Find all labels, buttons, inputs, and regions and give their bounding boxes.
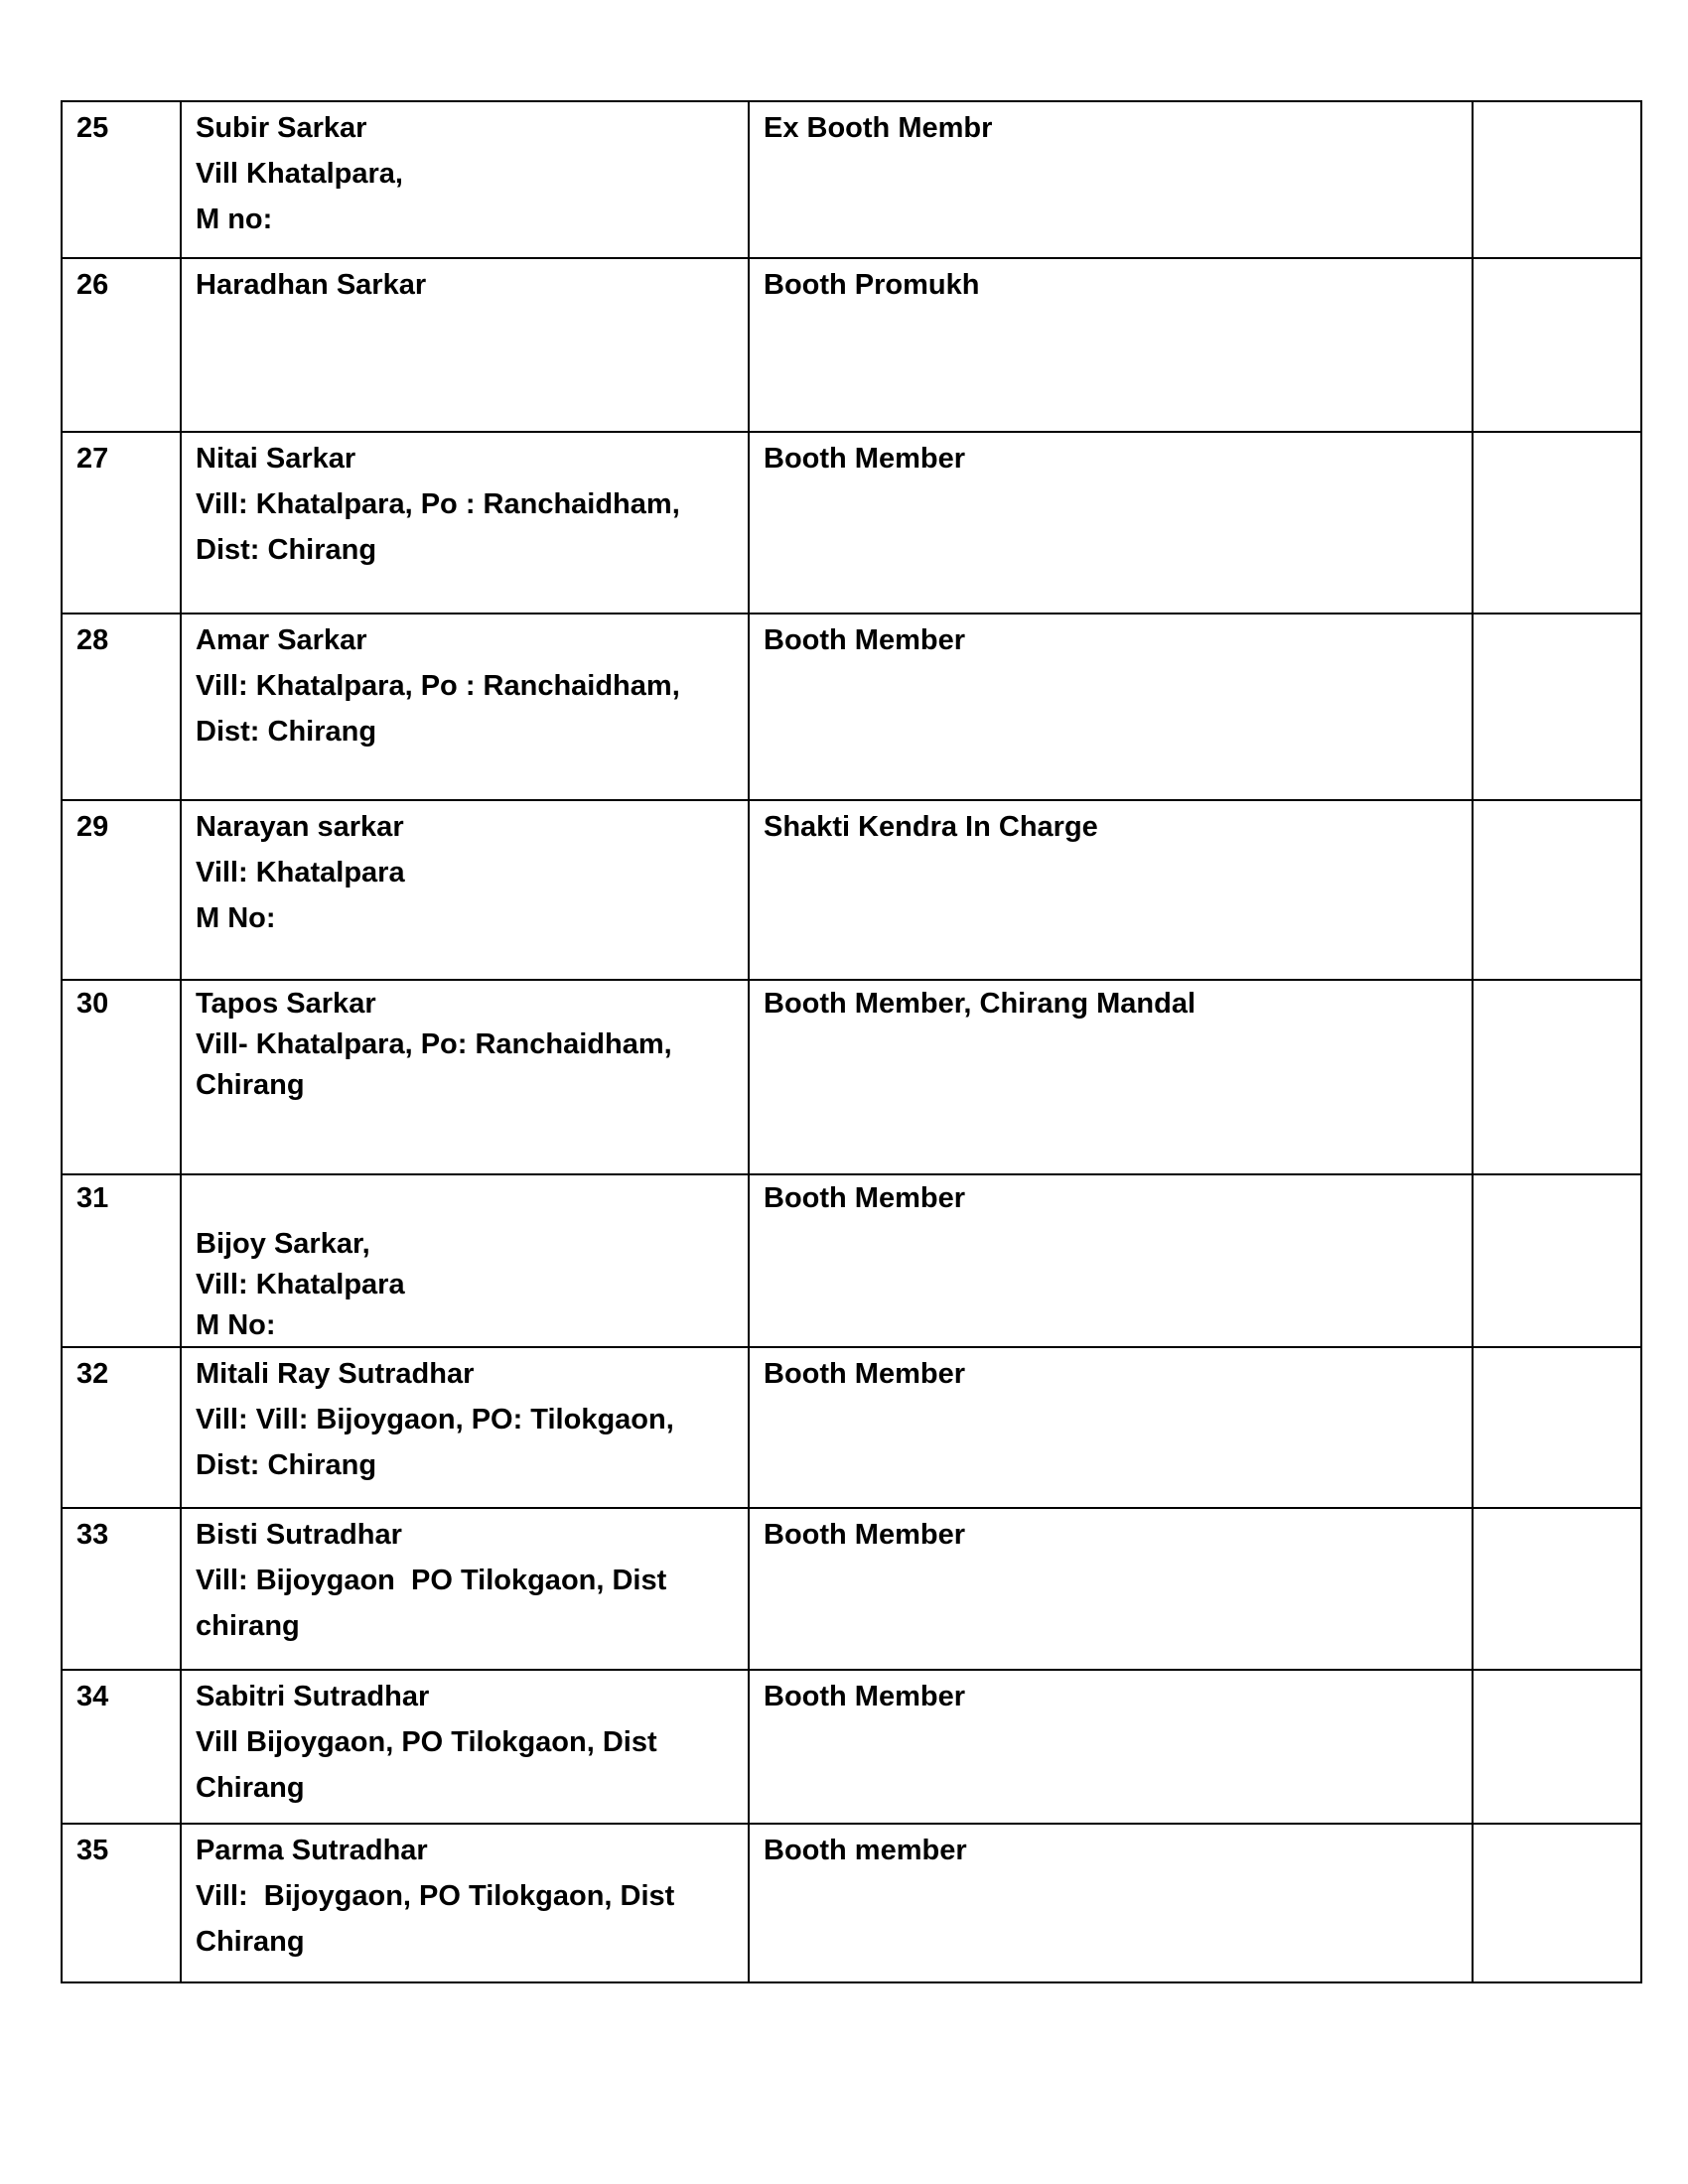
- address-line: Dist: Chirang: [196, 1449, 377, 1481]
- role-cell: [749, 432, 1473, 614]
- role-text: Booth Member: [764, 1182, 965, 1214]
- table-row: [62, 101, 1641, 258]
- serial-number: 34: [76, 1681, 109, 1712]
- role-text: Booth Member: [764, 1519, 965, 1551]
- name-address-cell: [181, 432, 749, 614]
- serial-cell: [62, 1347, 181, 1508]
- table-row: [62, 258, 1641, 432]
- serial-number: 35: [76, 1835, 109, 1866]
- address-line: Vill: Khatalpara, Po : Ranchaidham,: [196, 488, 680, 520]
- table-row: [62, 1824, 1641, 1982]
- role-cell: [749, 800, 1473, 980]
- name-address-cell: [181, 258, 749, 432]
- blank-cell: [1473, 1670, 1641, 1824]
- name-address-cell: [181, 614, 749, 800]
- serial-number: 27: [76, 443, 109, 475]
- blank-cell: [1473, 432, 1641, 614]
- role-text: Shakti Kendra In Charge: [764, 811, 1098, 843]
- role-text: Booth Member: [764, 1358, 965, 1390]
- serial-number: 32: [76, 1358, 109, 1390]
- name-address-cell: [181, 1824, 749, 1982]
- serial-number: 26: [76, 269, 109, 301]
- blank-cell: [1473, 1508, 1641, 1670]
- role-cell: [749, 1174, 1473, 1347]
- role-text: Booth Member, Chirang Mandal: [764, 988, 1196, 1020]
- member-name: Narayan sarkar: [196, 811, 404, 843]
- serial-cell: [62, 980, 181, 1174]
- serial-cell: [62, 101, 181, 258]
- name-address-cell: [181, 800, 749, 980]
- name-address-cell: [181, 1670, 749, 1824]
- role-text: Booth member: [764, 1835, 967, 1866]
- blank-cell: [1473, 800, 1641, 980]
- address-line: Vill: Bijoygaon, PO Tilokgaon, Dist: [196, 1880, 675, 1912]
- blank-cell: [1473, 1824, 1641, 1982]
- serial-number: 31: [76, 1182, 109, 1214]
- member-name: Nitai Sarkar: [196, 443, 356, 475]
- address-line: Chirang: [196, 1069, 305, 1101]
- serial-cell: [62, 1824, 181, 1982]
- table-row: [62, 980, 1641, 1174]
- role-cell: [749, 980, 1473, 1174]
- blank-line: [196, 1178, 734, 1224]
- name-address-cell: [181, 1174, 749, 1347]
- address-line: M no:: [196, 204, 273, 235]
- name-address-cell: [181, 1508, 749, 1670]
- serial-cell: [62, 1174, 181, 1347]
- table-row: [62, 432, 1641, 614]
- address-line: Chirang: [196, 1926, 305, 1958]
- name-address-cell: [181, 1347, 749, 1508]
- serial-cell: [62, 258, 181, 432]
- role-cell: [749, 258, 1473, 432]
- address-line: Dist: Chirang: [196, 716, 377, 748]
- role-text: Booth Promukh: [764, 269, 980, 301]
- member-name: Parma Sutradhar: [196, 1835, 428, 1866]
- serial-number: 28: [76, 624, 109, 656]
- role-cell: [749, 1347, 1473, 1508]
- serial-number: 29: [76, 811, 109, 843]
- role-cell: [749, 101, 1473, 258]
- blank-cell: [1473, 1174, 1641, 1347]
- name-address-cell: [181, 980, 749, 1174]
- address-line: M No:: [196, 902, 276, 934]
- address-line: Vill: Khatalpara: [196, 857, 405, 888]
- blank-cell: [1473, 1347, 1641, 1508]
- member-name: Amar Sarkar: [196, 624, 367, 656]
- address-line: Vill: Bijoygaon PO Tilokgaon, Dist: [196, 1565, 667, 1596]
- address-line: Vill- Khatalpara, Po: Ranchaidham,: [196, 1028, 672, 1060]
- table-row: [62, 1174, 1641, 1347]
- serial-cell: [62, 614, 181, 800]
- role-text: Ex Booth Membr: [764, 112, 993, 144]
- role-text: Booth Member: [764, 1681, 965, 1712]
- table-row: [62, 614, 1641, 800]
- member-name: Bisti Sutradhar: [196, 1519, 402, 1551]
- address-line: M No:: [196, 1309, 276, 1341]
- address-line: Dist: Chirang: [196, 534, 377, 566]
- serial-cell: [62, 1670, 181, 1824]
- role-cell: [749, 1824, 1473, 1982]
- address-line: Vill Khatalpara,: [196, 158, 403, 190]
- member-name: Sabitri Sutradhar: [196, 1681, 430, 1712]
- serial-number: 33: [76, 1519, 109, 1551]
- address-line: Vill: Khatalpara, Po : Ranchaidham,: [196, 670, 680, 702]
- role-cell: [749, 1670, 1473, 1824]
- member-name: Tapos Sarkar: [196, 988, 376, 1020]
- address-line: Vill Bijoygaon, PO Tilokgaon, Dist: [196, 1726, 657, 1758]
- serial-number: 30: [76, 988, 109, 1020]
- role-text: Booth Member: [764, 443, 965, 475]
- role-text: Booth Member: [764, 624, 965, 656]
- address-line: Vill: Khatalpara: [196, 1269, 405, 1300]
- table-row: [62, 1347, 1641, 1508]
- role-cell: [749, 614, 1473, 800]
- blank-cell: [1473, 258, 1641, 432]
- role-cell: [749, 1508, 1473, 1670]
- address-line: Vill: Vill: Bijoygaon, PO: Tilokgaon,: [196, 1404, 674, 1435]
- member-name: Bijoy Sarkar,: [196, 1228, 370, 1260]
- table-row: [62, 800, 1641, 980]
- serial-cell: [62, 800, 181, 980]
- table-row: [62, 1508, 1641, 1670]
- blank-cell: [1473, 101, 1641, 258]
- blank-cell: [1473, 614, 1641, 800]
- address-line: Chirang: [196, 1772, 305, 1804]
- address-line: chirang: [196, 1610, 300, 1642]
- serial-cell: [62, 432, 181, 614]
- blank-cell: [1473, 980, 1641, 1174]
- serial-number: 25: [76, 112, 109, 144]
- member-name: Mitali Ray Sutradhar: [196, 1358, 475, 1390]
- member-table: [61, 100, 1642, 1983]
- serial-cell: [62, 1508, 181, 1670]
- member-name: Subir Sarkar: [196, 112, 367, 144]
- member-name: Haradhan Sarkar: [196, 269, 427, 301]
- name-address-cell: [181, 101, 749, 258]
- table-row: [62, 1670, 1641, 1824]
